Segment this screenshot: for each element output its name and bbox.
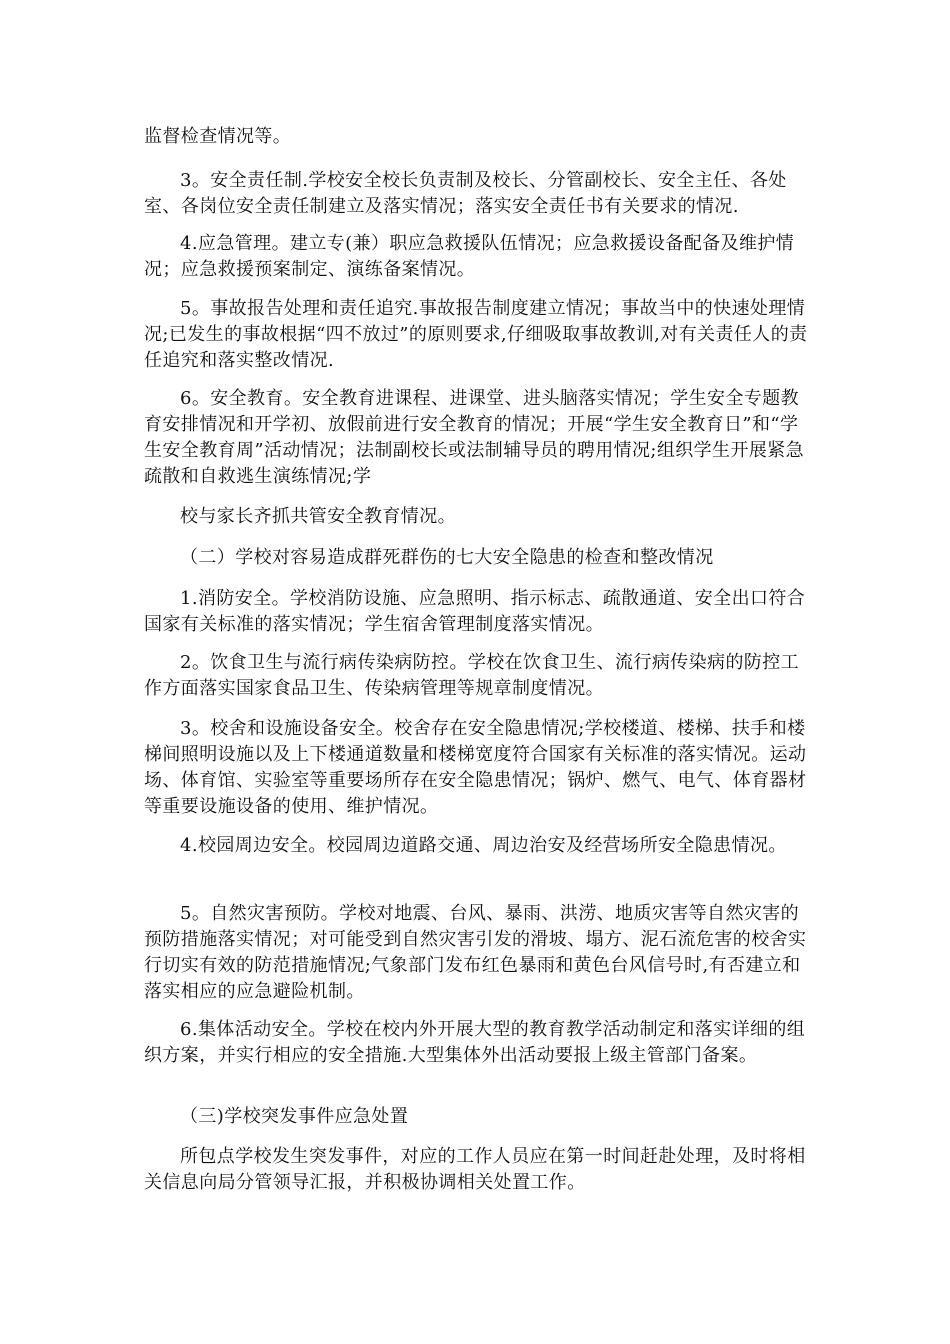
paragraph-emergency-response: 所包点学校发生突发事件，对应的工作人员应在第一时间赶赴处理，及时将相关信息向局分管领导汇报，并积极协调相关处置工作。 [144,1146,806,1193]
paragraph-food-hygiene: 2。饮食卫生与流行病传染病防控。学校在饮食卫生、流行病传染病的防控工作方面落实国家食品卫生、传染病管理等规章制度情况。 [144,652,800,699]
paragraph-building-safety: 3。校舍和设施设备安全。校舍存在安全隐患情况;学校楼道、楼梯、扶手和楼梯间照明设施以及上下楼通道数量和楼梯宽度符合国家有关标准的落实情况。运动场、体育馆、实验室等重要场所存在安全隐患情况；锅炉、燃气、电气、体育器材等重要设施设备的使用、维护情况。 [144,718,807,817]
section-heading-2: （二）学校对容易造成群死群伤的七大安全隐患的检查和整改情况 [180,547,714,568]
paragraph-emergency-management: 4.应急管理。建立专(兼）职应急救援队伍情况；应急救援设备配备及维护情况；应急救援预案制定、演练备案情况。 [144,233,795,280]
section-heading-3: （三)学校突发事件应急处置 [180,1106,409,1127]
paragraph-school-parent: 校与家长齐抓共管安全教育情况。 [180,506,456,527]
paragraph-accident-reporting: 5。事故报告处理和责任追究.事故报告制度建立情况；事故当中的快速处理情况;已发生的事故根据“四不放过”的原则要求,仔细吸取事故教训,对有关责任人的责任追究和落实整改情况. [144,298,808,371]
paragraph-safety-education: 6。安全教育。安全教育进课程、进课堂、进头脑落实情况；学生安全专题教育安排情况和开学初、放假前进行安全教育的情况；开展“学生安全教育日”和“学生安全教育周”活动情况；法制副校长或法制辅导员的聘用情况;组织学生开展紧急疏散和自救逃生演练情况;学 [144,388,805,487]
paragraph-campus-surroundings: 4.校园周边安全。校园周边道路交通、周边治安及经营场所安全隐患情况。 [180,835,787,856]
paragraph-continuation: 监督检查情况等。 [144,126,292,147]
paragraph-safety-responsibility: 3。安全责任制.学校安全校长负责制及校长、分管副校长、安全主任、各处室、各岗位安全责任制建立及落实情况；落实安全责任书有关要求的情况. [144,170,787,217]
paragraph-natural-disaster: 5。自然灾害预防。学校对地震、台风、暴雨、洪涝、地质灾害等自然灾害的预防措施落实情况；对可能受到自然灾害引发的滑坡、塌方、泥石流危害的校舍实行切实有效的防范措施情况;气象部门发布红色暴雨和黄色台风信号时,有否建立和落实相应的应急避险机制。 [144,903,807,1002]
paragraph-fire-safety: 1.消防安全。学校消防设施、应急照明、指示标志、疏散通道、安全出口符合国家有关标准的落实情况；学生宿舍管理制度落实情况。 [144,588,806,635]
paragraph-group-activity: 6.集体活动安全。学校在校内外开展大型的教育教学活动制定和落实详细的组织方案，并实行相应的安全措施.大型集体外出活动要报上级主管部门备案。 [144,1019,806,1066]
